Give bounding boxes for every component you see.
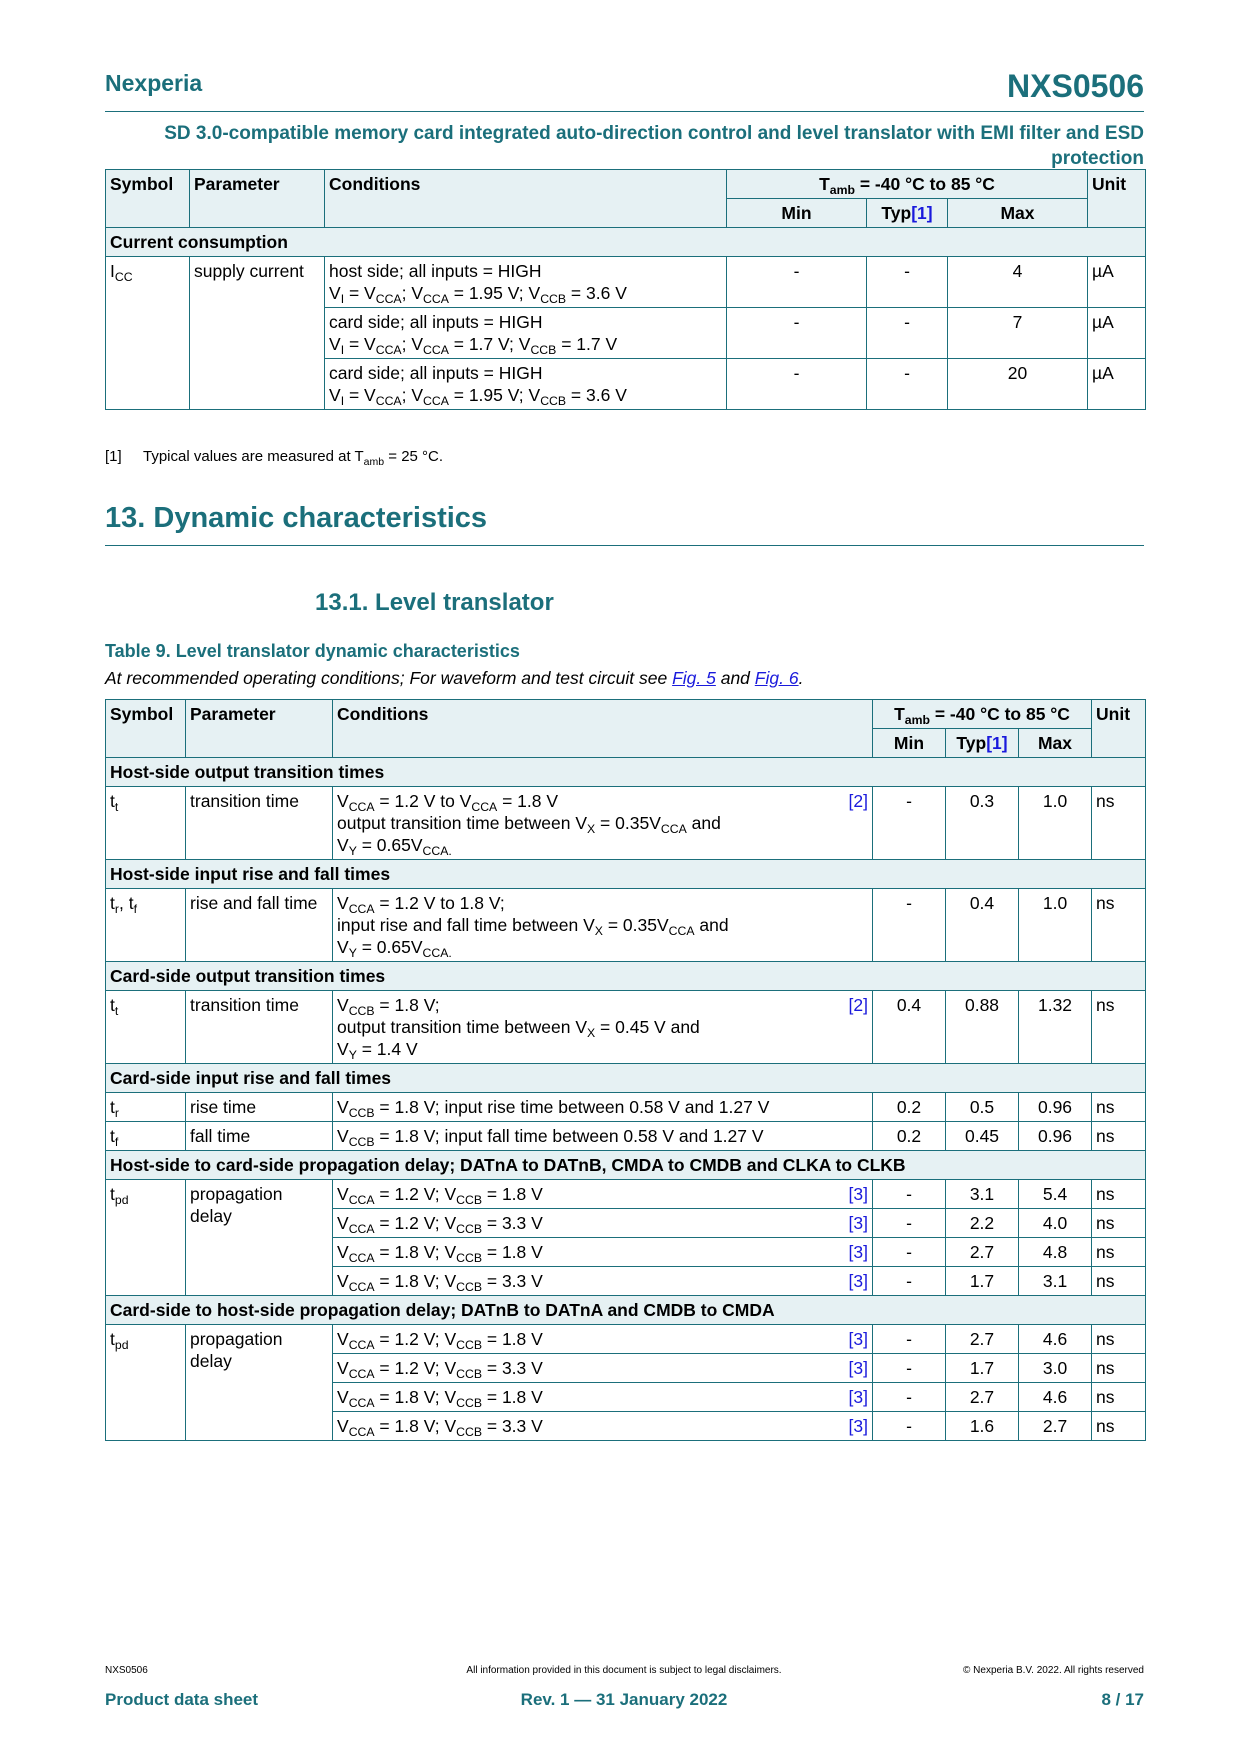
parameter-cell: transition time bbox=[186, 991, 333, 1064]
typ-cell: 2.7 bbox=[946, 1325, 1019, 1354]
parameter-cell: fall time bbox=[186, 1122, 333, 1151]
typ-cell: 0.45 bbox=[946, 1122, 1019, 1151]
max-cell: 4.6 bbox=[1019, 1383, 1092, 1412]
section-current-consumption: Current consumption bbox=[106, 228, 1146, 257]
level-translator-table bbox=[105, 699, 1146, 1441]
parameter-cell: rise and fall time bbox=[186, 889, 333, 962]
unit-cell: ns bbox=[1092, 1209, 1146, 1238]
header-parameter: Parameter bbox=[186, 700, 333, 758]
min-cell: - bbox=[873, 787, 946, 860]
footnote-link[interactable]: [1] bbox=[911, 203, 933, 223]
conditions-cell: host side; all inputs = HIGH $V_I = V_{CCA}$; $V_{CCA} = 1.95$ V; $V_{CCB} = 3.6$ V bbox=[325, 257, 727, 308]
min-cell: - bbox=[727, 257, 867, 308]
max-cell: 20 bbox=[948, 359, 1088, 410]
header-tamb: $T_{amb} = -40$ °C to 85 °C bbox=[727, 170, 1088, 199]
unit-cell: µA bbox=[1088, 308, 1146, 359]
conditions-cell: $V_{CCA} = 1.2$ V; $V_{CCB} = 1.8$ V [3] bbox=[333, 1180, 873, 1209]
unit-cell: ns bbox=[1092, 1354, 1146, 1383]
max-cell: 4 bbox=[948, 257, 1088, 308]
conditions-cell: card side; all inputs = HIGH $V_I = V_{CCA}$; $V_{CCA} = 1.7$ V; $V_{CCB} = 1.7$ V bbox=[325, 308, 727, 359]
symbol-cell: $t_f$ bbox=[106, 1122, 186, 1151]
section-host-input-rise-fall: Host-side input rise and fall times bbox=[106, 860, 1146, 889]
section-host-to-card-delay: Host-side to card-side propagation delay; DATnA to DATnB, CMDA to CMDB and CLKA to CLKB bbox=[106, 1151, 1146, 1180]
symbol-cell: $t_t$ bbox=[106, 787, 186, 860]
min-cell: - bbox=[873, 889, 946, 962]
header-symbol: Symbol bbox=[106, 170, 190, 228]
header-max: Max bbox=[1019, 729, 1092, 758]
conditions-cell: $V_{CCA} = 1.8$ V; $V_{CCB} = 1.8$ V [3] bbox=[333, 1238, 873, 1267]
document-subtitle: SD 3.0-compatible memory card integrated auto-direction control and level translator with EMI filter and ESD protection bbox=[164, 123, 1144, 169]
footnote-link[interactable]: [3] bbox=[848, 1329, 868, 1349]
table-row bbox=[106, 1122, 1146, 1151]
min-cell: - bbox=[873, 1412, 946, 1441]
min-cell: - bbox=[727, 308, 867, 359]
typ-cell: 1.7 bbox=[946, 1354, 1019, 1383]
footnote-link[interactable]: [3] bbox=[848, 1358, 868, 1378]
fig5-link[interactable]: Fig. 5 bbox=[672, 668, 716, 688]
conditions-cell: $V_{CCA} = 1.2$ V to $V_{CCA} = 1.8$ V output transition time between $V_X = 0.35V_{CCA}$ and $V_Y = 0.65V_{CCA.}$ [2] bbox=[333, 787, 873, 860]
part-number: NXS0506 bbox=[1007, 68, 1144, 104]
section-heading: 13. Dynamic characteristics bbox=[105, 502, 488, 534]
footnote-link[interactable]: [2] bbox=[848, 995, 868, 1015]
parameter-cell: propagation delay bbox=[186, 1180, 333, 1296]
conditions-cell: $V_{CCA} = 1.2$ V; $V_{CCB} = 1.8$ V [3] bbox=[333, 1325, 873, 1354]
symbol-cell: $t_{pd}$ bbox=[106, 1325, 186, 1441]
symbol-cell: $I_{CC}$ bbox=[106, 257, 190, 410]
table-row bbox=[106, 1325, 1146, 1354]
max-cell: 2.7 bbox=[1019, 1412, 1092, 1441]
conditions-cell: $V_{CCB} = 1.8$ V; output transition time between $V_X = 0.45$ V and $V_Y = 1.4$ V [2] bbox=[333, 991, 873, 1064]
symbol-cell: $t_r$, $t_f$ bbox=[106, 889, 186, 962]
conditions-cell: $V_{CCA} = 1.2$ V; $V_{CCB} = 3.3$ V [3] bbox=[333, 1354, 873, 1383]
typ-cell: 1.6 bbox=[946, 1412, 1019, 1441]
min-cell: - bbox=[873, 1383, 946, 1412]
typ-cell: - bbox=[867, 359, 948, 410]
min-cell: 0.2 bbox=[873, 1093, 946, 1122]
section-host-output-transition: Host-side output transition times bbox=[106, 758, 1146, 787]
header-max: Max bbox=[948, 199, 1088, 228]
table-title: Table 9. Level translator dynamic characteristics bbox=[105, 641, 520, 661]
min-cell: - bbox=[873, 1354, 946, 1383]
section-card-output-transition: Card-side output transition times bbox=[106, 962, 1146, 991]
footer-disclaimer: All information provided in this document is subject to legal disclaimers. bbox=[466, 1665, 782, 1676]
symbol-cell: $t_r$ bbox=[106, 1093, 186, 1122]
typ-cell: 0.5 bbox=[946, 1093, 1019, 1122]
conditions-cell: $V_{CCB} = 1.8$ V; input fall time between 0.58 V and 1.27 V bbox=[333, 1122, 873, 1151]
max-cell: 3.1 bbox=[1019, 1267, 1092, 1296]
footer-page-number: 8 / 17 bbox=[1101, 1690, 1144, 1709]
max-cell: 1.32 bbox=[1019, 991, 1092, 1064]
table-row bbox=[106, 257, 1146, 308]
conditions-cell: $V_{CCA} = 1.2$ V to 1.8 V; input rise and fall time between $V_X = 0.35V_{CCA}$ and $V_Y = 0.65V_{CCA.}$ bbox=[333, 889, 873, 962]
typ-cell: 1.7 bbox=[946, 1267, 1019, 1296]
symbol-cell: $t_t$ bbox=[106, 991, 186, 1064]
brand-name: Nexperia bbox=[105, 70, 203, 96]
section-card-input-rise-fall: Card-side input rise and fall times bbox=[106, 1064, 1146, 1093]
typ-cell: 2.2 bbox=[946, 1209, 1019, 1238]
unit-cell: ns bbox=[1092, 1383, 1146, 1412]
table-row bbox=[106, 889, 1146, 962]
typ-cell: 3.1 bbox=[946, 1180, 1019, 1209]
min-cell: - bbox=[873, 1325, 946, 1354]
conditions-cell: $V_{CCA} = 1.8$ V; $V_{CCB} = 3.3$ V [3] bbox=[333, 1267, 873, 1296]
unit-cell: ns bbox=[1092, 1238, 1146, 1267]
typ-cell: 0.3 bbox=[946, 787, 1019, 860]
max-cell: 1.0 bbox=[1019, 787, 1092, 860]
unit-cell: ns bbox=[1092, 1412, 1146, 1441]
header-min: Min bbox=[873, 729, 946, 758]
header-unit: Unit bbox=[1092, 700, 1146, 758]
symbol-cell: $t_{pd}$ bbox=[106, 1180, 186, 1296]
table-row bbox=[106, 1093, 1146, 1122]
table-caption: At recommended operating conditions; For waveform and test circuit see Fig. 5 and Fig. 6. bbox=[105, 668, 804, 688]
min-cell: - bbox=[873, 1180, 946, 1209]
max-cell: 4.0 bbox=[1019, 1209, 1092, 1238]
footnote-link[interactable]: [3] bbox=[848, 1387, 868, 1407]
footer-copyright: © Nexperia B.V. 2022. All rights reserved bbox=[963, 1665, 1144, 1676]
conditions-cell: $V_{CCA} = 1.8$ V; $V_{CCB} = 3.3$ V [3] bbox=[333, 1412, 873, 1441]
header-tamb: $T_{amb} = -40$ °C to 85 °C bbox=[873, 700, 1092, 729]
footnote-link[interactable]: [3] bbox=[848, 1213, 868, 1233]
footnote-link[interactable]: [1] bbox=[986, 733, 1008, 753]
current-consumption-table bbox=[105, 169, 1146, 410]
table-row bbox=[106, 991, 1146, 1064]
unit-cell: ns bbox=[1092, 1267, 1146, 1296]
min-cell: - bbox=[873, 1238, 946, 1267]
footer-doc-type: Product data sheet bbox=[105, 1690, 259, 1709]
unit-cell: ns bbox=[1092, 991, 1146, 1064]
min-cell: 0.2 bbox=[873, 1122, 946, 1151]
typ-cell: 2.7 bbox=[946, 1383, 1019, 1412]
footnote-link[interactable]: [2] bbox=[848, 791, 868, 811]
min-cell: - bbox=[727, 359, 867, 410]
unit-cell: ns bbox=[1092, 889, 1146, 962]
header-unit: Unit bbox=[1088, 170, 1146, 228]
typ-cell: - bbox=[867, 257, 948, 308]
header-conditions: Conditions bbox=[325, 170, 727, 228]
typ-cell: 0.4 bbox=[946, 889, 1019, 962]
section-rule bbox=[105, 545, 1144, 546]
parameter-cell: supply current bbox=[190, 257, 325, 410]
table-row bbox=[106, 787, 1146, 860]
footnote-link[interactable]: [3] bbox=[848, 1416, 868, 1436]
max-cell: 4.6 bbox=[1019, 1325, 1092, 1354]
header-symbol: Symbol bbox=[106, 700, 186, 758]
footer-revision: Rev. 1 — 31 January 2022 bbox=[520, 1690, 728, 1709]
max-cell: 0.96 bbox=[1019, 1093, 1092, 1122]
max-cell: 0.96 bbox=[1019, 1122, 1092, 1151]
typ-cell: 2.7 bbox=[946, 1238, 1019, 1267]
header-typ: Typ[1] bbox=[867, 199, 948, 228]
conditions-cell: card side; all inputs = HIGH $V_I = V_{CCA}$; $V_{CCA} = 1.95$ V; $V_{CCB} = 3.6$ V bbox=[325, 359, 727, 410]
max-cell: 3.0 bbox=[1019, 1354, 1092, 1383]
section-card-to-host-delay: Card-side to host-side propagation delay; DATnB to DATnA and CMDB to CMDA bbox=[106, 1296, 1146, 1325]
header-rule bbox=[105, 111, 1144, 112]
conditions-cell: $V_{CCA} = 1.8$ V; $V_{CCB} = 1.8$ V [3] bbox=[333, 1383, 873, 1412]
unit-cell: µA bbox=[1088, 257, 1146, 308]
parameter-cell: propagation delay bbox=[186, 1325, 333, 1441]
header-conditions: Conditions bbox=[333, 700, 873, 758]
unit-cell: ns bbox=[1092, 1093, 1146, 1122]
table-footnote: [1] Typical values are measured at $T_{amb} = 25$ °C. bbox=[105, 448, 444, 468]
unit-cell: ns bbox=[1092, 1122, 1146, 1151]
fig6-link[interactable]: Fig. 6 bbox=[754, 668, 799, 688]
header-typ: Typ[1] bbox=[946, 729, 1019, 758]
footnote-link[interactable]: [3] bbox=[848, 1271, 868, 1291]
min-cell: - bbox=[873, 1209, 946, 1238]
max-cell: 5.4 bbox=[1019, 1180, 1092, 1209]
conditions-cell: $V_{CCA} = 1.2$ V; $V_{CCB} = 3.3$ V [3] bbox=[333, 1209, 873, 1238]
max-cell: 7 bbox=[948, 308, 1088, 359]
typ-cell: - bbox=[867, 308, 948, 359]
footnote-link[interactable]: [3] bbox=[848, 1242, 868, 1262]
footer-doc-id: NXS0506 bbox=[105, 1665, 148, 1676]
footnote-link[interactable]: [3] bbox=[848, 1184, 868, 1204]
parameter-cell: rise time bbox=[186, 1093, 333, 1122]
subsection-heading: 13.1. Level translator bbox=[315, 589, 554, 616]
unit-cell: ns bbox=[1092, 1180, 1146, 1209]
parameter-cell: transition time bbox=[186, 787, 333, 860]
max-cell: 1.0 bbox=[1019, 889, 1092, 962]
unit-cell: ns bbox=[1092, 1325, 1146, 1354]
unit-cell: µA bbox=[1088, 359, 1146, 410]
conditions-cell: $V_{CCB} = 1.8$ V; input rise time between 0.58 V and 1.27 V bbox=[333, 1093, 873, 1122]
max-cell: 4.8 bbox=[1019, 1238, 1092, 1267]
header-parameter: Parameter bbox=[190, 170, 325, 228]
min-cell: 0.4 bbox=[873, 991, 946, 1064]
header-min: Min bbox=[727, 199, 867, 228]
unit-cell: ns bbox=[1092, 787, 1146, 860]
typ-cell: 0.88 bbox=[946, 991, 1019, 1064]
min-cell: - bbox=[873, 1267, 946, 1296]
table-row bbox=[106, 1180, 1146, 1209]
